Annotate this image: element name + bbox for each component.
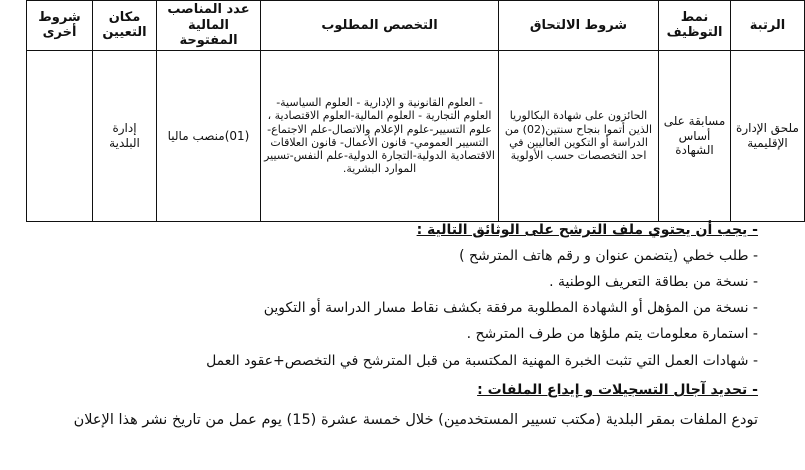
- deadlines-paragraph: تودع الملفات بمقر البلدية (مكتب تسيير المستخدمين) خلال خمسة عشرة (15) يوم عمل من تاريخ نشر هذا الإعلان: [73, 412, 758, 428]
- table-header-row: [27, 1, 805, 51]
- table-row: [27, 50, 805, 221]
- positions-table: [26, 0, 805, 222]
- document-item: - شهادات العمل التي تثبت الخبرة المهنية المكتسبة من قبل المترشح في التخصص+عقود العمل: [206, 353, 758, 369]
- document-item: - نسخة من بطاقة التعريف الوطنية .: [549, 274, 758, 290]
- cell-mode: مسابقة على أساس الشهادة: [659, 50, 731, 221]
- cell-positions: (01)منصب ماليا: [157, 50, 261, 221]
- document-item: - طلب خطي (يتضمن عنوان و رقم هاتف المترشح ): [459, 248, 758, 264]
- cell-rank: ملحق الإدارة الإقليمية: [731, 50, 805, 221]
- cell-other: [27, 50, 93, 221]
- documents-heading: - يجب أن يحتوي ملف الترشح على الوثائق التالية :: [416, 222, 758, 238]
- deadlines-heading: - تحديد آجال التسجيلات و إيداع الملفات :: [477, 382, 758, 398]
- header-rank: الرتبة: [731, 1, 805, 51]
- header-mode: نمط التوظيف: [659, 1, 731, 51]
- cell-location: إدارة البلدية: [93, 50, 157, 221]
- header-positions: عدد المناصب المالية المفتوحة: [157, 1, 261, 51]
- header-location: مكان التعيين: [93, 1, 157, 51]
- document-item: - استمارة معلومات يتم ملؤها من طرف المترشح .: [466, 326, 758, 342]
- header-join-conditions: شروط الالتحاق: [499, 1, 659, 51]
- header-specialty: التخصص المطلوب: [261, 1, 499, 51]
- cell-specialty: - العلوم القانونية و الإدارية - العلوم السياسية-العلوم التجارية - العلوم المالية-العلوم الاقتصادية ، علوم التسيير-علوم الإعلام والاتصال-علم الاجتماع- التسيير العمومي- قانون الأعمال- قانون العلاقات الاقتصادية الدولية-التجارة الدولية-علم النفس-تسيير الموارد البشرية.: [261, 50, 499, 221]
- cell-join-conditions: الحائزون على شهادة البكالوريا الذين أتموا بنجاح سنتين(02) من الدراسة أو التكوين العاليين في احد التخصصات حسب الأولوية: [499, 50, 659, 221]
- header-other: شروط أخرى: [27, 1, 93, 51]
- document-item: - نسخة من المؤهل أو الشهادة المطلوبة مرفقة بكشف نقاط مسار الدراسة أو التكوين: [263, 300, 758, 316]
